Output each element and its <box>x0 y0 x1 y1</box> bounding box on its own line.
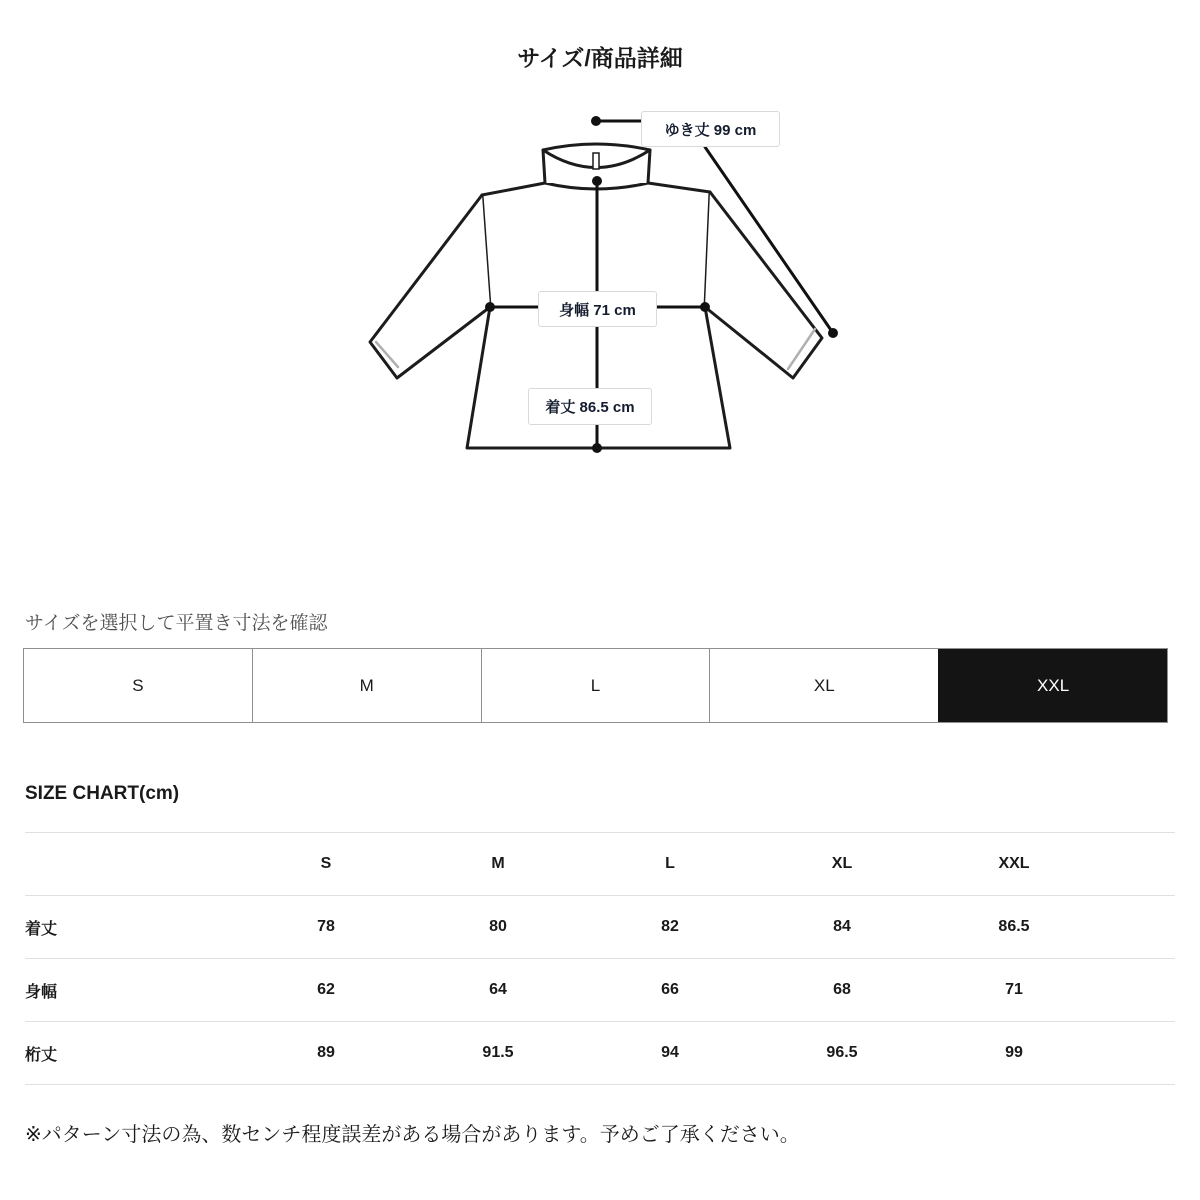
size-selector <box>23 648 1168 723</box>
spacer-cell <box>1100 896 1175 959</box>
jacket-left-sleeve <box>370 195 490 378</box>
measure-dot <box>485 302 495 312</box>
cell-value: 80 <box>489 918 507 935</box>
cell-value: 84 <box>833 918 851 935</box>
cell-value: 94 <box>661 1044 679 1061</box>
sleeve-length-label: ゆき丈 99 cm <box>641 111 780 147</box>
column-header-xxl: XXL <box>998 855 1030 872</box>
cell-value: 68 <box>833 981 851 998</box>
spacer-cell <box>1100 833 1175 896</box>
table-row-mihaba <box>25 959 1175 1022</box>
spacer-cell <box>1100 959 1175 1022</box>
column-header-m: M <box>491 855 505 872</box>
size-selector-instruction: サイズを選択して平置き寸法を確認 <box>25 613 328 634</box>
cell-value: 78 <box>317 918 335 935</box>
size-chart-header-row <box>25 833 1175 896</box>
cell-value: 99 <box>1005 1044 1023 1061</box>
size-tab-m[interactable]: M <box>252 649 481 722</box>
jacket-right-sleeve <box>705 192 822 378</box>
row-label-yukitake: 桁丈 <box>25 1046 58 1064</box>
size-chart-table <box>25 832 1175 1085</box>
size-tab-xxl[interactable]: XXL <box>938 649 1167 722</box>
cell-value: 82 <box>661 918 679 935</box>
body-width-label: 身幅 71 cm <box>538 291 657 327</box>
cell-value: 62 <box>317 981 335 998</box>
measure-dot <box>592 443 602 453</box>
row-label-kitake: 着丈 <box>25 920 58 938</box>
header-empty-cell <box>25 833 240 896</box>
cell-value: 86.5 <box>998 918 1030 935</box>
cell-value: 91.5 <box>482 1044 514 1061</box>
measure-dot <box>828 328 838 338</box>
body-length-label: 着丈 86.5 cm <box>528 388 652 425</box>
column-header-s: S <box>320 855 332 872</box>
measure-dot <box>591 116 601 126</box>
row-label-mihaba: 身幅 <box>25 983 58 1001</box>
page-title: サイズ/商品詳細 <box>517 45 683 71</box>
zipper-pull <box>593 153 599 169</box>
pattern-disclaimer-note: ※パターン寸法の為、数センチ程度誤差がある場合があります。予めご了承ください。 <box>25 1124 800 1146</box>
measure-dot <box>592 176 602 186</box>
cell-value: 89 <box>317 1044 335 1061</box>
cell-value: 64 <box>489 981 507 998</box>
table-row-yukitake <box>25 1022 1175 1085</box>
cell-value: 96.5 <box>826 1044 858 1061</box>
measure-dot <box>700 302 710 312</box>
size-tab-l[interactable]: L <box>481 649 710 722</box>
size-tab-s[interactable]: S <box>24 649 252 722</box>
column-header-l: L <box>665 855 675 872</box>
cell-value: 66 <box>661 981 679 998</box>
cell-value: 71 <box>1005 981 1023 998</box>
size-chart-heading: SIZE CHART(cm) <box>25 783 180 804</box>
spacer-cell <box>1100 1022 1175 1085</box>
size-tab-xl[interactable]: XL <box>709 649 938 722</box>
column-header-xl: XL <box>831 855 853 872</box>
table-row-kitake <box>25 896 1175 959</box>
